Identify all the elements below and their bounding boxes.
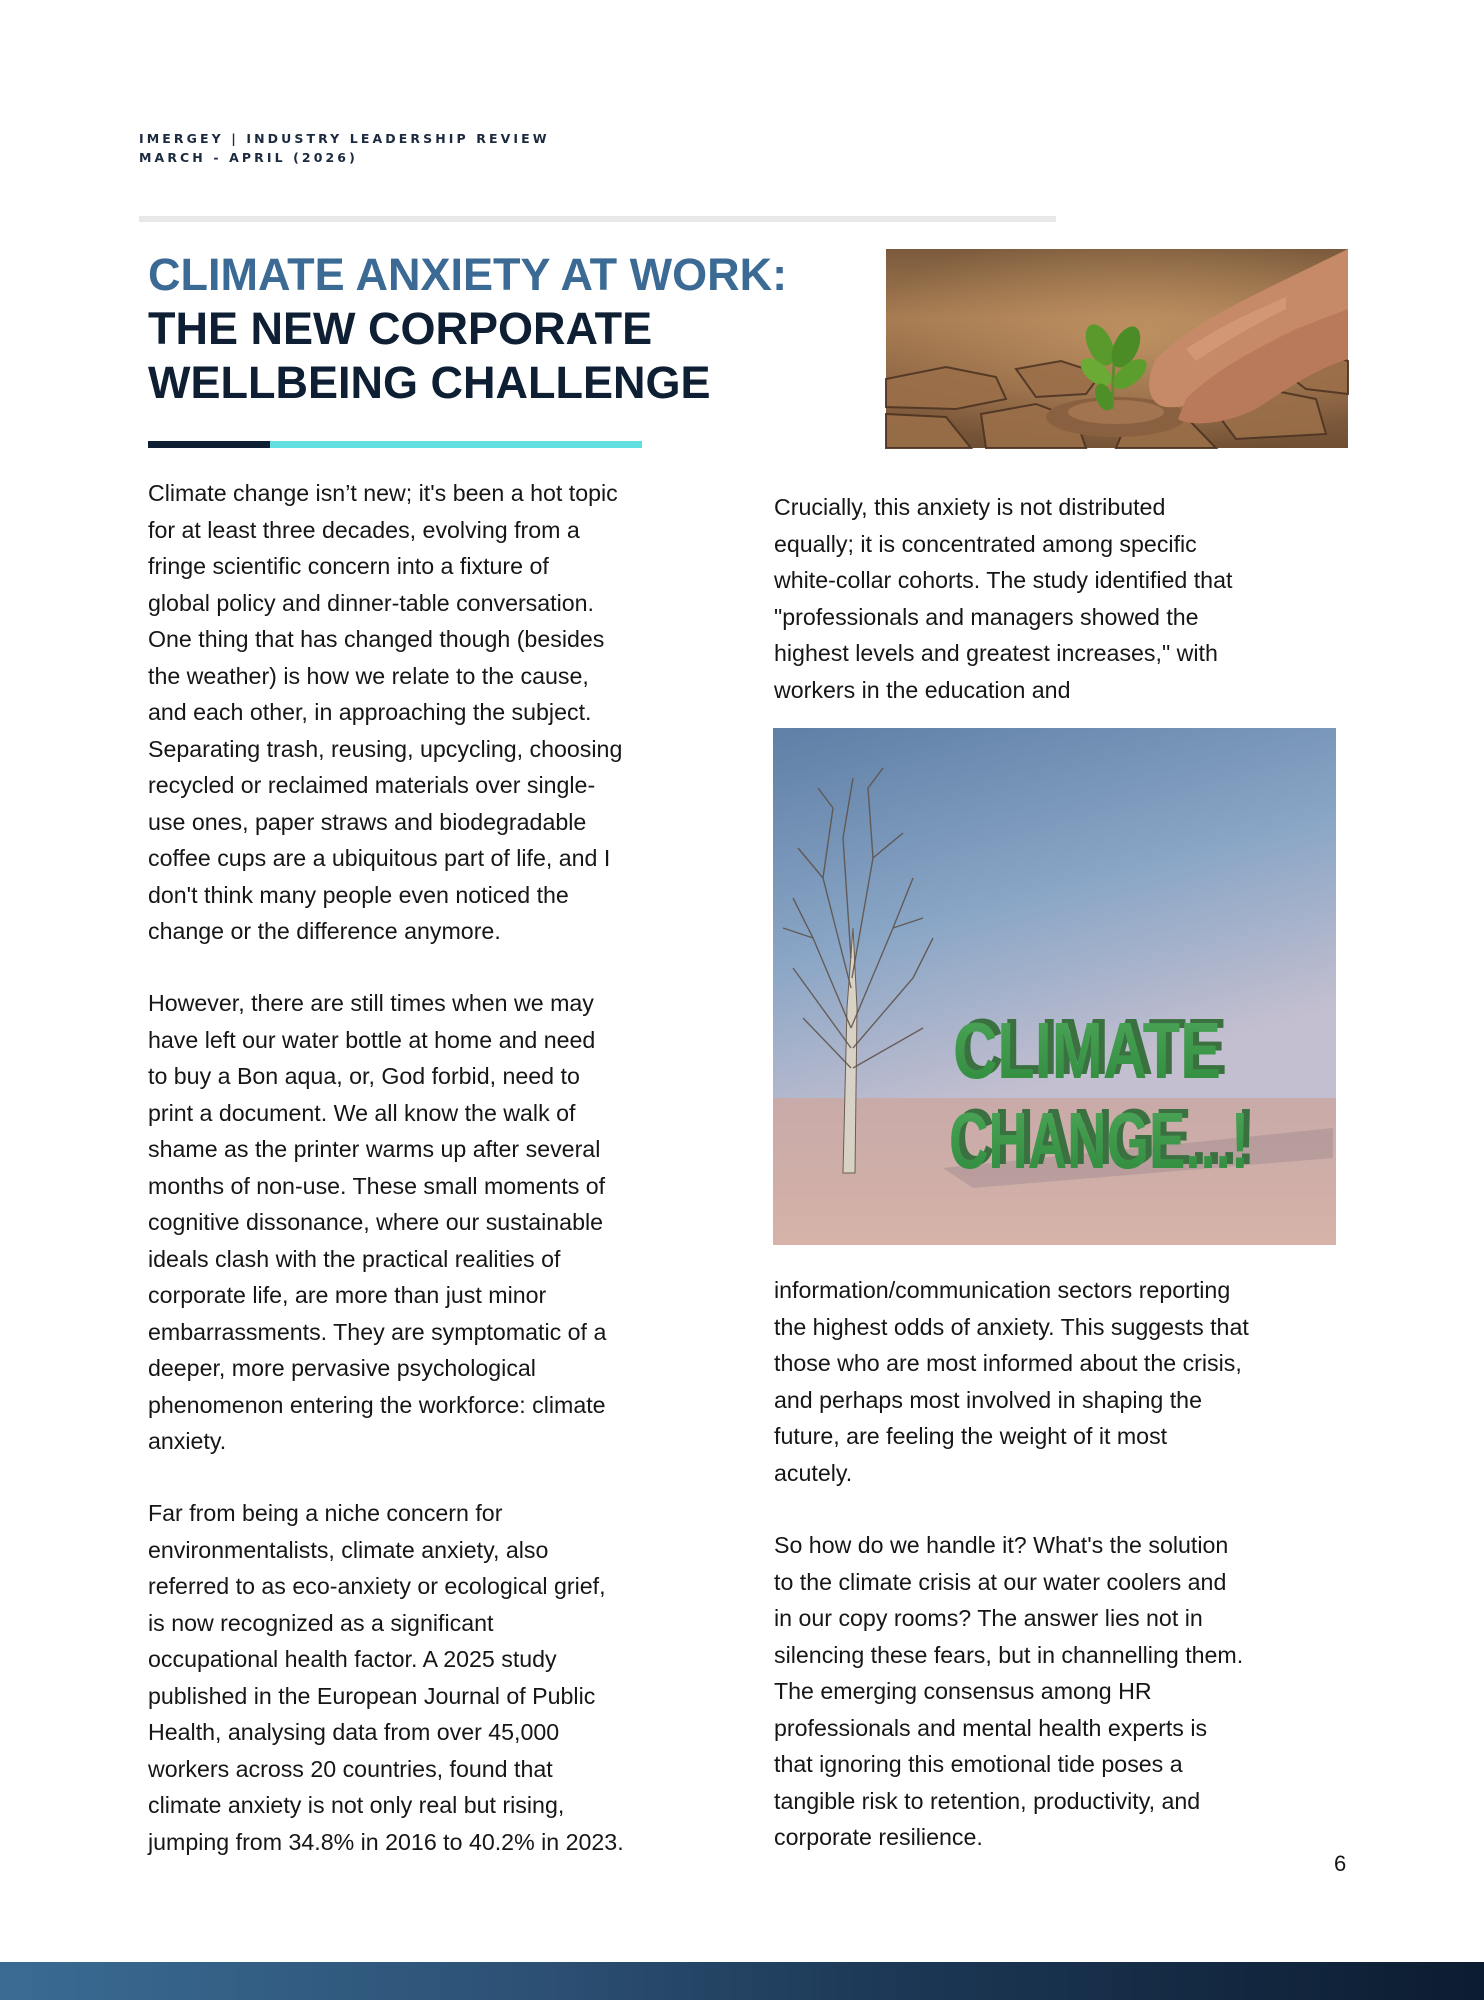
text-line: Far from being a niche concern for	[148, 1500, 503, 1526]
page-number: 6	[1334, 1851, 1347, 1876]
text-line: However, there are still times when we may	[148, 990, 594, 1016]
text-line: information/communication sectors reporting	[774, 1277, 1231, 1303]
text-line: future, are feeling the weight of it most	[774, 1423, 1168, 1449]
seedling-illustration	[886, 249, 1348, 448]
text-line: published in the European Journal of Public	[148, 1682, 596, 1709]
text-line: Crucially, this anxiety is not distributed	[774, 494, 1166, 520]
masthead-publication: IMERGEY | INDUSTRY LEADERSHIP REVIEW	[139, 131, 550, 146]
text-line: to the climate crisis at our water coolers and	[774, 1568, 1227, 1595]
masthead	[139, 129, 550, 167]
text-line: and perhaps most involved in shaping the	[774, 1386, 1202, 1413]
article-title	[148, 248, 848, 410]
lettering-word-climate: CLIMATE	[953, 1006, 1221, 1095]
text-line: occupational health factor. A 2025 study	[148, 1646, 557, 1672]
right-column-paragraph-2	[774, 1272, 1249, 1491]
text-line: fringe scientific concern into a fixture of	[148, 553, 549, 579]
right-column-paragraph-1	[774, 489, 1232, 708]
text-line: shame as the printer warms up after several	[148, 1136, 601, 1162]
text-line: print a document. We all know the walk of	[148, 1099, 576, 1126]
text-line: and each other, in approaching the subject.	[148, 699, 592, 725]
text-line: those who are most informed about the crisis,	[774, 1350, 1242, 1376]
text-line: Climate change isn’t new; it's been a hot topic	[148, 480, 618, 506]
text-line: equally; it is concentrated among specific	[774, 530, 1197, 557]
text-line: workers across 20 countries, found that	[148, 1755, 553, 1782]
text-line: in our copy rooms? The answer lies not in	[774, 1605, 1203, 1631]
text-line: silencing these fears, but in channelling them.	[774, 1641, 1244, 1668]
text-line: don't think many people even noticed the	[148, 881, 569, 908]
left-column-paragraph-1	[148, 475, 622, 950]
climate-change-photo	[773, 728, 1336, 1245]
text-line: deeper, more pervasive psychological	[148, 1355, 536, 1381]
text-line: that ignoring this emotional tide poses a	[774, 1751, 1183, 1777]
title-underline	[148, 441, 642, 448]
text-line: white-collar cohorts. The study identified that	[774, 567, 1233, 593]
text-line: months of non-use. These small moments of	[148, 1172, 606, 1199]
text-line: climate anxiety is not only real but rising,	[148, 1792, 565, 1818]
text-line: use ones, paper straws and biodegradable	[148, 808, 587, 835]
text-line: tangible risk to retention, productivity, and	[774, 1787, 1201, 1814]
text-line: workers in the education and	[774, 676, 1071, 703]
climate-change-lettering	[949, 1006, 1249, 1185]
text-line: One thing that has changed though (besides	[148, 626, 605, 652]
text-line: have left our water bottle at home and need	[148, 1026, 596, 1053]
text-line: ideals clash with the practical realities of	[148, 1245, 561, 1272]
title-underline-dark-segment	[148, 441, 270, 448]
text-line: phenomenon entering the workforce: climate	[148, 1391, 606, 1418]
seedling-photo	[886, 249, 1348, 448]
text-line: acutely.	[774, 1459, 853, 1486]
article-title-line-3: WELLBEING CHALLENGE	[148, 357, 711, 408]
header-divider	[139, 216, 1056, 222]
lettering-word-change: CHANGE...!	[949, 1096, 1249, 1185]
text-line: The emerging consensus among HR	[774, 1678, 1152, 1704]
text-line: referred to as eco-anxiety or ecological grief,	[148, 1573, 606, 1599]
text-line: the highest odds of anxiety. This suggests that	[774, 1313, 1249, 1340]
text-line: Separating trash, reusing, upcycling, choosing	[148, 735, 623, 762]
text-line: to buy a Bon aqua, or, God forbid, need to	[148, 1063, 580, 1089]
text-line: "professionals and managers showed the	[774, 603, 1199, 630]
text-line: the weather) is how we relate to the cause,	[148, 662, 589, 689]
text-line: recycled or reclaimed materials over single-	[148, 772, 596, 798]
text-line: highest levels and greatest increases," with	[774, 640, 1218, 666]
text-line: change or the difference anymore.	[148, 918, 501, 944]
masthead-issue-date: MARCH - APRIL (2026)	[139, 150, 358, 165]
right-column-paragraph-3	[774, 1527, 1243, 1856]
text-line: global policy and dinner-table conversation.	[148, 589, 594, 616]
text-line: anxiety.	[148, 1428, 227, 1454]
text-line: cognitive dissonance, where our sustainable	[148, 1209, 604, 1235]
left-column-paragraph-3	[148, 1495, 624, 1860]
text-line: So how do we handle it? What's the solution	[774, 1532, 1229, 1558]
text-line: Health, analysing data from over 45,000	[148, 1719, 560, 1745]
text-line: corporate resilience.	[774, 1824, 983, 1850]
text-line: is now recognized as a significant	[148, 1609, 494, 1636]
left-column-paragraph-2	[148, 985, 606, 1460]
title-underline-cyan-segment	[270, 441, 642, 448]
text-line: embarrassments. They are symptomatic of a	[148, 1318, 607, 1345]
text-line: for at least three decades, evolving from a	[148, 516, 580, 543]
text-line: corporate life, are more than just minor	[148, 1282, 547, 1308]
article-title-line-2: THE NEW CORPORATE	[148, 303, 653, 354]
text-line: coffee cups are a ubiquitous part of life, and I	[148, 845, 611, 871]
text-line: professionals and mental health experts is	[774, 1714, 1208, 1741]
text-line: jumping from 34.8% in 2016 to 40.2% in 2023.	[148, 1828, 624, 1855]
climate-change-illustration	[773, 728, 1336, 1245]
text-line: environmentalists, climate anxiety, also	[148, 1536, 549, 1563]
footer-bar	[0, 1962, 1484, 2000]
article-title-line-1: CLIMATE ANXIETY AT WORK:	[148, 249, 788, 300]
